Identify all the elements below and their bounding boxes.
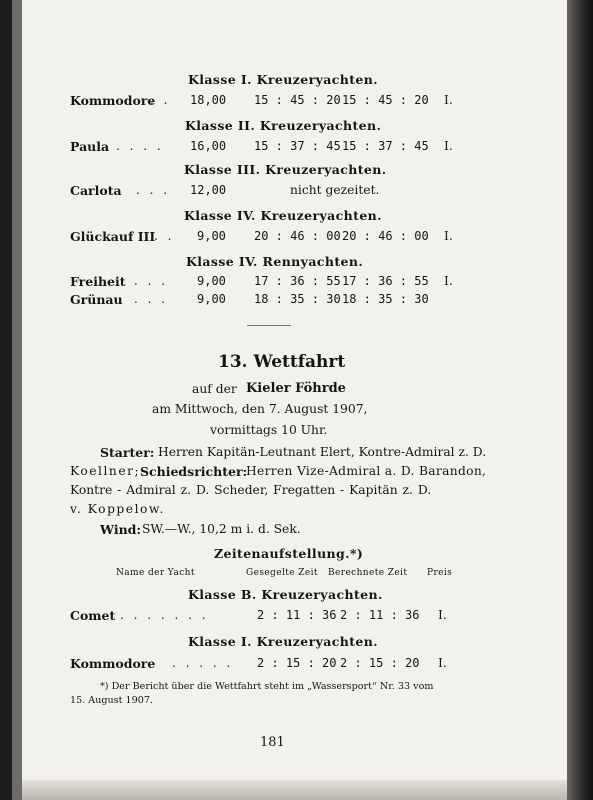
race-date: am Mittwoch, den 7. August 1907, xyxy=(152,402,368,416)
sailed-time: 15 : 37 : 45 xyxy=(254,139,341,153)
sailed-time: 17 : 36 : 55 xyxy=(254,274,341,288)
leader-dots: . . . xyxy=(136,183,171,197)
scan-binding-shadow xyxy=(0,0,12,800)
computed-time: 15 : 45 : 20 xyxy=(342,93,429,107)
sailed-time: 2 : 15 : 20 xyxy=(257,656,337,670)
col-header-prize: Preis xyxy=(427,568,453,578)
handicap-value: 9,00 xyxy=(197,274,226,288)
scan-bottom-shadow xyxy=(22,780,567,800)
leader-dots: . . . . . . . xyxy=(120,608,209,622)
yacht-name-freiheit: Freiheit xyxy=(70,274,126,289)
prize: I. xyxy=(444,139,453,153)
computed-time: 20 : 46 : 00 xyxy=(342,229,429,243)
yacht-name-kommodore: Kommodore xyxy=(70,656,156,671)
class-heading-4: Klasse IV. Kreuzeryachten. xyxy=(184,208,382,223)
handicap-value: 9,00 xyxy=(197,292,226,306)
yacht-name-kommodore: Kommodore xyxy=(70,93,156,108)
sailed-time: 15 : 45 : 20 xyxy=(254,93,341,107)
wind-label: Wind: xyxy=(100,522,142,537)
handicap-value: 12,00 xyxy=(190,183,227,197)
sailed-time: 20 : 46 : 00 xyxy=(254,229,341,243)
computed-time: 2 : 15 : 20 xyxy=(340,656,420,670)
book-page xyxy=(22,0,567,800)
leader-dots: . . . xyxy=(134,274,169,288)
leader-dots: . . . xyxy=(134,292,169,306)
sailed-time: 18 : 35 : 30 xyxy=(254,292,341,306)
race-place: Kieler Föhrde xyxy=(246,381,346,396)
judges-text-end: v. Koppelow. xyxy=(70,502,165,516)
class-heading-4-racing: Klasse IV. Rennyachten. xyxy=(186,254,364,269)
leader-dots: . . . . xyxy=(116,139,164,153)
col-header-name: Name der Yacht xyxy=(116,568,195,578)
leader-dots: . . xyxy=(154,229,175,243)
footnote-line-1: *) Der Bericht über die Wettfahrt steht im „Wassersport“ Nr. 33 vom xyxy=(100,681,434,692)
footnote-line-2: 15. August 1907. xyxy=(70,695,154,706)
computed-time: 2 : 11 : 36 xyxy=(340,608,420,622)
starter-label: Starter: xyxy=(100,445,155,460)
leader-dots: . . . . . xyxy=(172,656,234,670)
yacht-name-paula: Paula xyxy=(70,139,110,154)
handicap-value: 18,00 xyxy=(190,93,227,107)
timetable-heading: Zeitenaufstellung.*) xyxy=(214,546,364,561)
class-heading-2: Klasse II. Kreuzeryachten. xyxy=(185,118,382,133)
race-time: vormittags 10 Uhr. xyxy=(210,423,328,437)
yacht-name-glueckauf: Glückauf III xyxy=(70,229,156,244)
yacht-name-comet: Comet xyxy=(70,608,116,623)
page-content xyxy=(22,0,567,800)
class-heading-1-timetable: Klasse I. Kreuzeryachten. xyxy=(188,634,378,649)
col-header-sailed: Gesegelte Zeit xyxy=(246,568,318,578)
starter-text: Herren Kapitän-Leutnant Elert, Kontre-Admiral z. D. xyxy=(158,445,487,459)
prize: I. xyxy=(438,608,447,622)
class-heading-b: Klasse B. Kreuzeryachten. xyxy=(188,587,383,602)
scan-page-edge xyxy=(12,0,22,800)
sailed-time: 2 : 11 : 36 xyxy=(257,608,337,622)
judges-text: Herren Vize-Admiral a. D. Barandon, xyxy=(246,464,487,478)
prize: I. xyxy=(438,656,447,670)
wind-text: SW.—W., 10,2 m i. d. Sek. xyxy=(142,522,301,536)
page-number: 181 xyxy=(260,735,285,750)
class-heading-1: Klasse I. Kreuzeryachten. xyxy=(188,72,378,87)
yacht-name-gruenau: Grünau xyxy=(70,292,123,307)
computed-time: 17 : 36 : 55 xyxy=(342,274,429,288)
handicap-value: 16,00 xyxy=(190,139,227,153)
leader-dots: . . xyxy=(150,93,171,107)
not-timed-note: nicht gezeitet. xyxy=(290,183,380,197)
race-title: 13. Wettfahrt xyxy=(218,352,346,372)
handicap-value: 9,00 xyxy=(197,229,226,243)
prize: I. xyxy=(444,274,453,288)
computed-time: 15 : 37 : 45 xyxy=(342,139,429,153)
starter-text-cont: Koellner; xyxy=(70,464,141,478)
judges-label: Schiedsrichter: xyxy=(140,464,248,479)
race-place-prefix: auf der xyxy=(192,382,237,396)
yacht-name-carlota: Carlota xyxy=(70,183,122,198)
scan-right-shadow xyxy=(567,0,593,800)
computed-time: 18 : 35 : 30 xyxy=(342,292,429,306)
prize: I. xyxy=(444,229,453,243)
col-header-computed: Berechnete Zeit xyxy=(328,568,408,578)
judges-text-cont: Kontre - Admiral z. D. Scheder, Fregatten - Kapitän z. D. xyxy=(70,483,432,497)
class-heading-3: Klasse III. Kreuzeryachten. xyxy=(184,162,387,177)
prize: I. xyxy=(444,93,453,107)
section-divider xyxy=(247,325,291,326)
